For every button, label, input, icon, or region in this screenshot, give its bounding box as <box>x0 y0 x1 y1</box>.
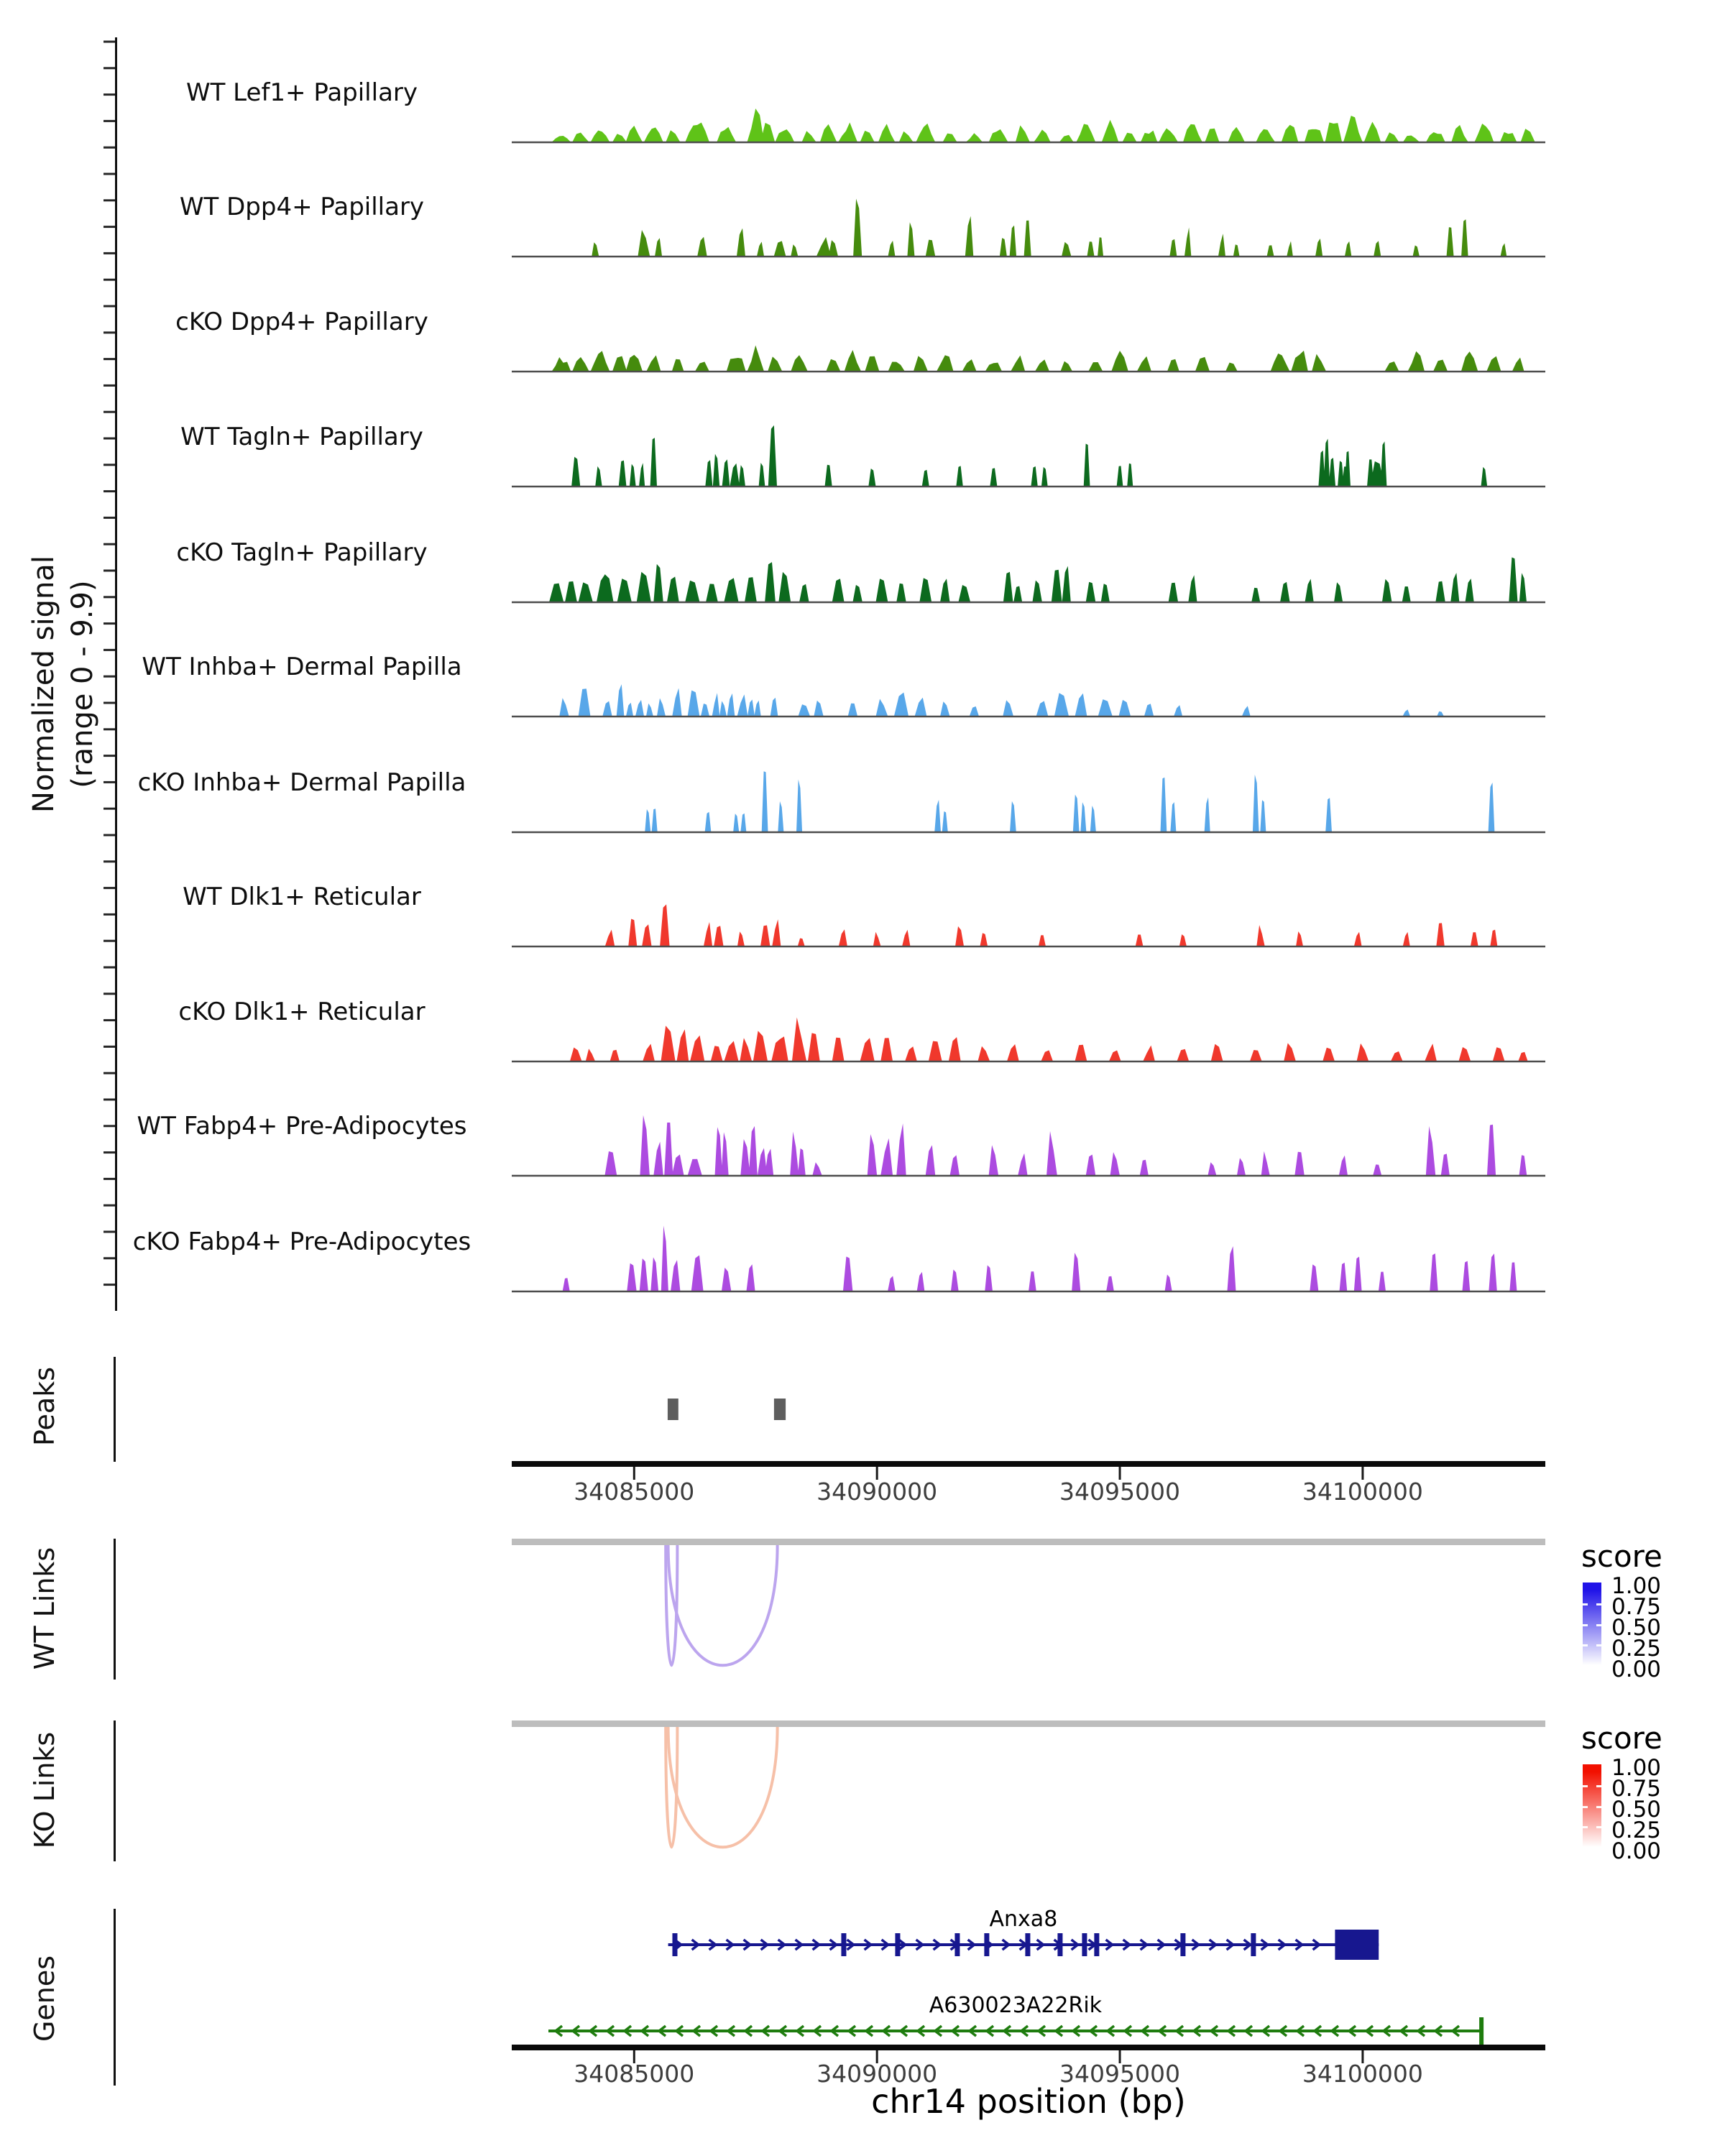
track-label-wt-lef1: WT Lef1+ Papillary <box>185 78 418 107</box>
exon <box>1094 1933 1099 1956</box>
section-line-wt-links <box>114 1539 116 1680</box>
coverage-track-wt-lef1 <box>512 71 1545 144</box>
link-arc <box>668 1727 778 1847</box>
exon <box>672 1933 677 1956</box>
section-label-wt-links: WT Links <box>29 1547 60 1670</box>
y-axis-label-line1: Normalized signal <box>27 556 60 813</box>
wt-score-legend-title: score <box>1581 1539 1662 1574</box>
exon <box>841 1933 846 1956</box>
peak-interval <box>668 1399 678 1420</box>
section-line-peaks <box>114 1357 116 1462</box>
x-axis-title: chr14 position (bp) <box>871 2082 1186 2121</box>
genome-axis-middle-labels <box>512 1478 1545 1509</box>
peaks-track <box>512 1393 1545 1427</box>
ko-score-legend-ticks <box>1611 1755 1719 1865</box>
legend-tick: 0.50 <box>1611 1797 1662 1823</box>
link-arc <box>668 1545 778 1665</box>
section-line-ko-links <box>114 1720 116 1861</box>
section-line-genes <box>114 1909 116 2086</box>
exon <box>1180 1933 1185 1956</box>
gene-label: Anxa8 <box>989 1907 1058 1932</box>
coverage-track-wt-tagln <box>512 415 1545 489</box>
coverage-track-wt-fabp4 <box>512 1105 1545 1178</box>
ko-links-arcs <box>512 1720 1545 1861</box>
axis-tick-label: 34090000 <box>816 2060 938 2088</box>
legend-tick: 0.50 <box>1611 1615 1662 1641</box>
axis-tick-label: 34085000 <box>574 1478 695 1506</box>
coverage-track-wt-dlk1 <box>512 875 1545 949</box>
track-label-cko-dpp4: cKO Dpp4+ Papillary <box>175 308 428 336</box>
legend-tick: 0.75 <box>1611 1776 1662 1802</box>
ko-score-legend-title: score <box>1581 1720 1662 1756</box>
exon <box>1057 1933 1062 1956</box>
legend-tick: 1.00 <box>1611 1573 1662 1599</box>
legend-tick: 0.75 <box>1611 1594 1662 1620</box>
section-label-peaks: Peaks <box>29 1366 60 1447</box>
track-label-wt-inhba: WT Inhba+ Dermal Papilla <box>142 653 462 681</box>
coverage-track-cko-fabp4 <box>512 1220 1545 1294</box>
axis-tick-label: 34095000 <box>1059 2060 1181 2088</box>
legend-tick: 0.00 <box>1611 1838 1662 1864</box>
terminal-exon <box>1335 1930 1379 1960</box>
peak-interval <box>774 1399 786 1420</box>
track-label-cko-tagln: cKO Tagln+ Papillary <box>176 538 428 567</box>
axis-tick-label: 34090000 <box>816 1478 938 1506</box>
axis-tick-label: 34100000 <box>1302 1478 1423 1506</box>
coverage-track-wt-inhba <box>512 645 1545 719</box>
coverage-track-cko-dlk1 <box>512 990 1545 1064</box>
gene-label: A630023A22Rik <box>929 1993 1103 2018</box>
exon <box>1082 1933 1087 1956</box>
coverage-track-cko-dpp4 <box>512 300 1545 374</box>
legend-tick: 0.25 <box>1611 1818 1662 1843</box>
section-label-ko-links: KO Links <box>29 1731 60 1849</box>
legend-tick: 0.25 <box>1611 1636 1662 1662</box>
ko-score-legend <box>1578 1720 1725 1912</box>
exon <box>984 1933 989 1956</box>
legend-tick: 1.00 <box>1611 1755 1662 1781</box>
track-label-cko-fabp4: cKO Fabp4+ Pre-Adipocytes <box>132 1227 472 1256</box>
track-label-cko-inhba: cKO Inhba+ Dermal Papilla <box>137 768 466 797</box>
coverage-track-cko-tagln <box>512 531 1545 604</box>
coverage-track-cko-inhba <box>512 761 1545 834</box>
exon <box>895 1933 900 1956</box>
track-label-wt-fabp4: WT Fabp4+ Pre-Adipocytes <box>137 1112 467 1141</box>
axis-tick-label: 34095000 <box>1059 1478 1181 1506</box>
wt-score-legend <box>1578 1538 1725 1730</box>
section-label-genes: Genes <box>29 1955 60 2042</box>
track-label-wt-dlk1: WT Dlk1+ Reticular <box>183 883 421 911</box>
exon <box>1025 1933 1030 1956</box>
axis-tick-label: 34100000 <box>1302 2060 1423 2088</box>
track-label-wt-dpp4: WT Dpp4+ Papillary <box>179 193 425 221</box>
axis-tick-label: 34085000 <box>574 2060 695 2088</box>
ko-score-colorbar <box>1583 1764 1601 1847</box>
coverage-track-wt-dpp4 <box>512 185 1545 259</box>
y-axis-label-line2: (range 0 - 9.9) <box>66 580 99 788</box>
terminal-exon <box>1479 2017 1484 2045</box>
legend-tick: 0.00 <box>1611 1657 1662 1682</box>
wt-links-arcs <box>512 1539 1545 1680</box>
wt-score-legend-ticks <box>1611 1573 1719 1683</box>
wt-score-colorbar <box>1583 1583 1601 1665</box>
exon <box>1251 1933 1256 1956</box>
exon <box>954 1933 960 1956</box>
track-label-cko-dlk1: cKO Dlk1+ Reticular <box>178 998 426 1026</box>
track-label-wt-tagln: WT Tagln+ Papillary <box>180 423 423 451</box>
